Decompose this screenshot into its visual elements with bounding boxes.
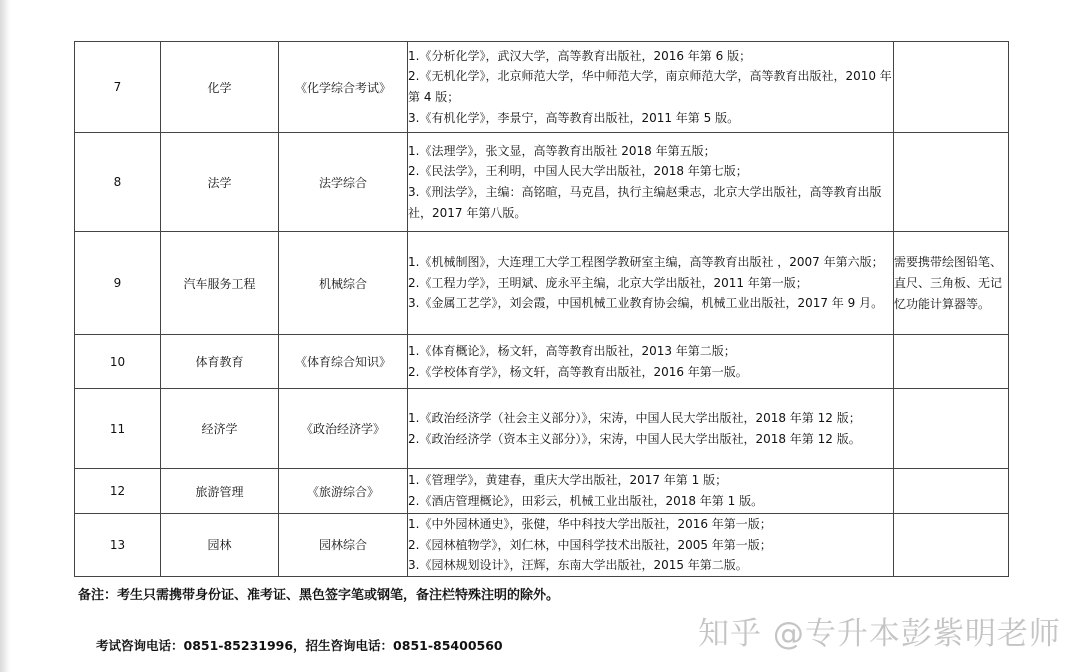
contact-phone: 考试咨询电话：0851-85231996，招生咨询电话：0851-85400560	[96, 638, 503, 653]
row-number: 11	[75, 389, 161, 469]
exam-subject: 《政治经济学》	[279, 389, 408, 469]
remarks	[894, 389, 1009, 469]
remarks	[894, 514, 1009, 577]
reference-books	[408, 42, 894, 133]
table-row	[75, 133, 1009, 232]
major-name: 法学	[161, 133, 279, 232]
reference-books	[408, 389, 894, 469]
reference-books	[408, 514, 894, 577]
book-item: 2.《工程力学》，王明斌、庞永平主编，北京大学出版社，2011 年第一版；	[408, 275, 808, 290]
table-row	[75, 389, 1009, 469]
book-item: 1.《分析化学》，武汉大学，高等教育出版社，2016 年第 6 版；	[408, 48, 752, 63]
row-number: 13	[75, 514, 161, 577]
book-item: 1.《法理学》，张文显，高等教育出版社 2018 年第五版；	[408, 143, 716, 158]
major-name: 园林	[161, 514, 279, 577]
book-item: 1.《体育概论》，杨文轩，高等教育出版社，2013 年第二版；	[408, 343, 736, 358]
table-row	[75, 469, 1009, 514]
exam-subject: 园林综合	[279, 514, 408, 577]
remarks	[894, 42, 1009, 133]
book-item: 3.《园林规划设计》，汪辉，东南大学出版社，2015 年第二版。	[408, 558, 748, 573]
book-item: 2.《园林植物学》，刘仁林，中国科学技术出版社，2005 年第一版；	[408, 537, 772, 552]
reference-books	[408, 335, 894, 389]
remarks: 需要携带绘图铅笔、直尺、三角板、无记忆功能计算器等。	[894, 232, 1009, 335]
book-item: 1.《机械制图》，大连理工大学工程图学教研室主编，高等教育出版社 ，2007 年第六版；	[408, 255, 884, 270]
book-item: 2.《政治经济学（资本主义部分）》，宋涛，中国人民大学出版社，2018 年第 12 版。	[408, 431, 861, 446]
watermark: 知乎 @专升本彭紫明老师	[698, 616, 1061, 652]
table-row	[75, 514, 1009, 577]
exam-subject: 《旅游综合》	[279, 469, 408, 514]
book-item: 3.《有机化学》，李景宁，高等教育出版社，2011 年第 5 版。	[408, 110, 740, 125]
exam-subject: 法学综合	[279, 133, 408, 232]
book-item: 2.《民法学》，王利明，中国人民大学出版社，2018 年第七版；	[408, 164, 748, 179]
exam-subject: 机械综合	[279, 232, 408, 335]
reference-books	[408, 232, 894, 335]
book-item: 2.《学校体育学》，杨文轩，高等教育出版社，2016 年第一版。	[408, 364, 748, 379]
footnote: 备注：考生只需携带身份证、准考证、黑色签字笔或钢笔，备注栏特殊注明的除外。	[78, 588, 560, 603]
book-item: 2.《酒店管理概论》，田彩云，机械工业出版社，2018 年第 1 版。	[408, 494, 764, 508]
major-name: 旅游管理	[161, 469, 279, 514]
row-number: 9	[75, 232, 161, 335]
book-item: 2.《无机化学》，北京师范大学，华中师范大学，南京师范大学，高等教育出版社，2010 年第 4 版；	[408, 69, 892, 104]
book-item: 3.《刑法学》，主编：高铭暄，马克昌，执行主编赵秉志，北京大学出版社，高等教育出版社，2017 年第八版。	[408, 185, 882, 220]
table-row	[75, 42, 1009, 133]
major-name: 汽车服务工程	[161, 232, 279, 335]
row-number: 10	[75, 335, 161, 389]
book-item: 1.《政治经济学（社会主义部分）》，宋涛，中国人民大学出版社，2018 年第 12 版；	[408, 410, 861, 425]
book-item: 1.《管理学》，黄建春，重庆大学出版社，2017 年第 1 版；	[408, 473, 728, 488]
remarks	[894, 469, 1009, 514]
major-name: 化学	[161, 42, 279, 133]
reference-books	[408, 469, 894, 514]
page-edge-shadow	[0, 0, 10, 672]
book-item: 1.《中外园林通史》，张健，华中科技大学出版社，2016 年第一版；	[408, 517, 772, 531]
row-number: 7	[75, 42, 161, 133]
row-number: 12	[75, 469, 161, 514]
remarks	[894, 335, 1009, 389]
exam-course-table	[74, 41, 1009, 577]
remarks	[894, 133, 1009, 232]
major-name: 经济学	[161, 389, 279, 469]
row-number: 8	[75, 133, 161, 232]
reference-books	[408, 133, 894, 232]
table-row	[75, 335, 1009, 389]
exam-subject: 《化学综合考试》	[279, 42, 408, 133]
exam-subject: 《体育综合知识》	[279, 335, 408, 389]
book-item: 3.《金属工艺学》，刘会霞，中国机械工业教育协会编，机械工业出版社，2017 年 9 月。	[408, 296, 884, 311]
major-name: 体育教育	[161, 335, 279, 389]
table-row	[75, 232, 1009, 335]
